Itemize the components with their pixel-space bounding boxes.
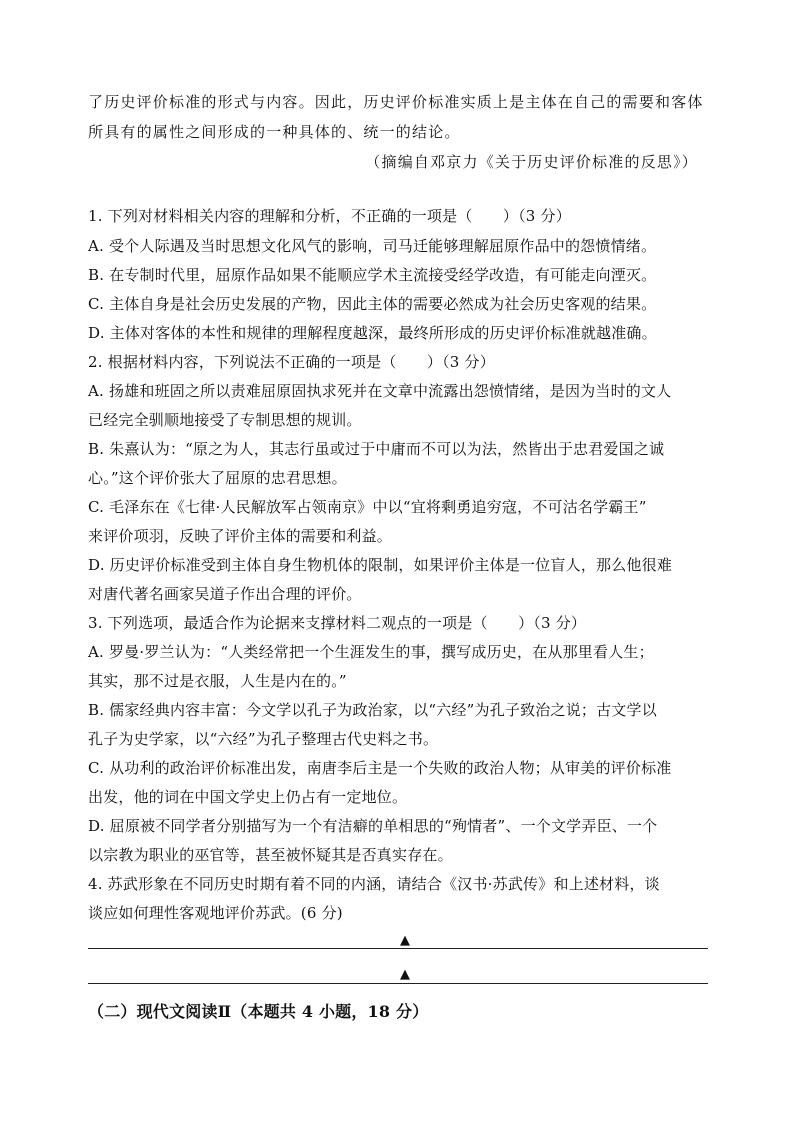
answer-line-2 [88,983,708,984]
answer-mark-2: ▲ [400,967,410,982]
intro-line-1: 了历史评价标准的形式与内容。因此，历史评价标准实质上是主体在自己的需要和客体 [88,93,704,111]
q4-line-1: 4. 苏武形象在不同历史时期有着不同的内涵，请结合《汉书·苏武传》和上述材料，谈 [88,875,660,893]
q3-option-d-line2: 以宗教为职业的巫官等，甚至被怀疑其是否真实存在。 [88,846,453,864]
q2-option-b-line2: 心。”这个评价张大了屈原的忠君思想。 [88,469,347,487]
q3-option-a-line2: 其实，那不过是衣服，人生是内在的。” [88,672,347,690]
q1-option-c: C. 主体自身是社会历史发展的产物，因此主体的需要必然成为社会历史客观的结果。 [88,295,657,313]
q3-option-b-line2: 孔子为史学家，以“六经”为孔子整理古代史料之书。 [88,730,439,748]
q1-stem: 1. 下列对材料相关内容的理解和分析，不正确的一项是（ ）（3 分） [88,207,571,225]
intro-line-2: 所具有的属性之间形成的一种具体的、统一的结论。 [88,123,461,141]
q3-option-c-line1: C. 从功利的政治评价标准出发，南唐李后主是一个失败的政治人物；从审美的评价标准 [88,759,672,777]
q2-option-c-line2: 来评价项羽，反映了评价主体的需要和利益。 [88,527,393,545]
q3-option-a-line1: A. 罗曼·罗兰认为：“人类经常把一个生涯发生的事，撰写成历史，在从那里看人生； [88,643,654,661]
answer-line-1 [88,948,708,949]
q1-option-d: D. 主体对客体的本性和规律的理解程度越深，最终所形成的历史评价标准就越准确。 [88,324,657,342]
q2-option-c-line1: C. 毛泽东在《七律·人民解放军占领南京》中以“宜将剩勇追穷寇，不可沽名学霸王” [88,498,647,516]
q3-stem: 3. 下列选项，最适合作为论据来支撑材料二观点的一项是（ ）（3 分） [88,614,587,632]
q3-option-d-line1: D. 屈原被不同学者分别描写为一个有洁癖的单相思的“殉情者”、一个文学弄臣、一个 [88,817,658,835]
q3-option-c-line2: 出发，他的词在中国文学史上仍占有一定地位。 [88,788,408,806]
answer-mark-1: ▲ [400,933,410,948]
q2-option-d-line1: D. 历史评价标准受到主体自身生物机体的限制，如果评价主体是一位盲人，那么他很难 [88,556,673,574]
source-citation: （摘编自邓京力《关于历史评价标准的反思》） [365,153,698,171]
q2-option-a-line1: A. 扬雄和班固之所以责难屈原固执求死并在文章中流露出怨愤情绪，是因为当时的文人 [88,382,672,400]
q2-option-b-line1: B. 朱熹认为：“原之为人，其志行虽或过于中庸而不可以为法，然皆出于忠君爱国之诚 [88,440,665,458]
q3-option-b-line1: B. 儒家经典内容丰富：今文学以孔子为政治家，以“六经”为孔子致治之说；古文学以 [88,701,657,719]
q4-line-2: 谈应如何理性客观地评价苏武。(6 分) [88,904,343,922]
q2-option-a-line2: 已经完全驯顺地接受了专制思想的规训。 [88,411,362,429]
q1-option-a: A. 受个人际遇及当时思想文化风气的影响，司马迁能够理解屈原作品中的怨愤情绪。 [88,237,657,255]
section-title: （二）现代文阅读Ⅱ（本题共 4 小题，18 分） [88,1002,429,1021]
q2-option-d-line2: 对唐代著名画家吴道子作出合理的评价。 [88,585,362,603]
q1-option-b: B. 在专制时代里，屈原作品如果不能顺应学术主流接受经学改造，有可能走向湮灭。 [88,266,657,284]
q2-stem: 2. 根据材料内容，下列说法不正确的一项是（ ）（3 分） [88,353,495,371]
